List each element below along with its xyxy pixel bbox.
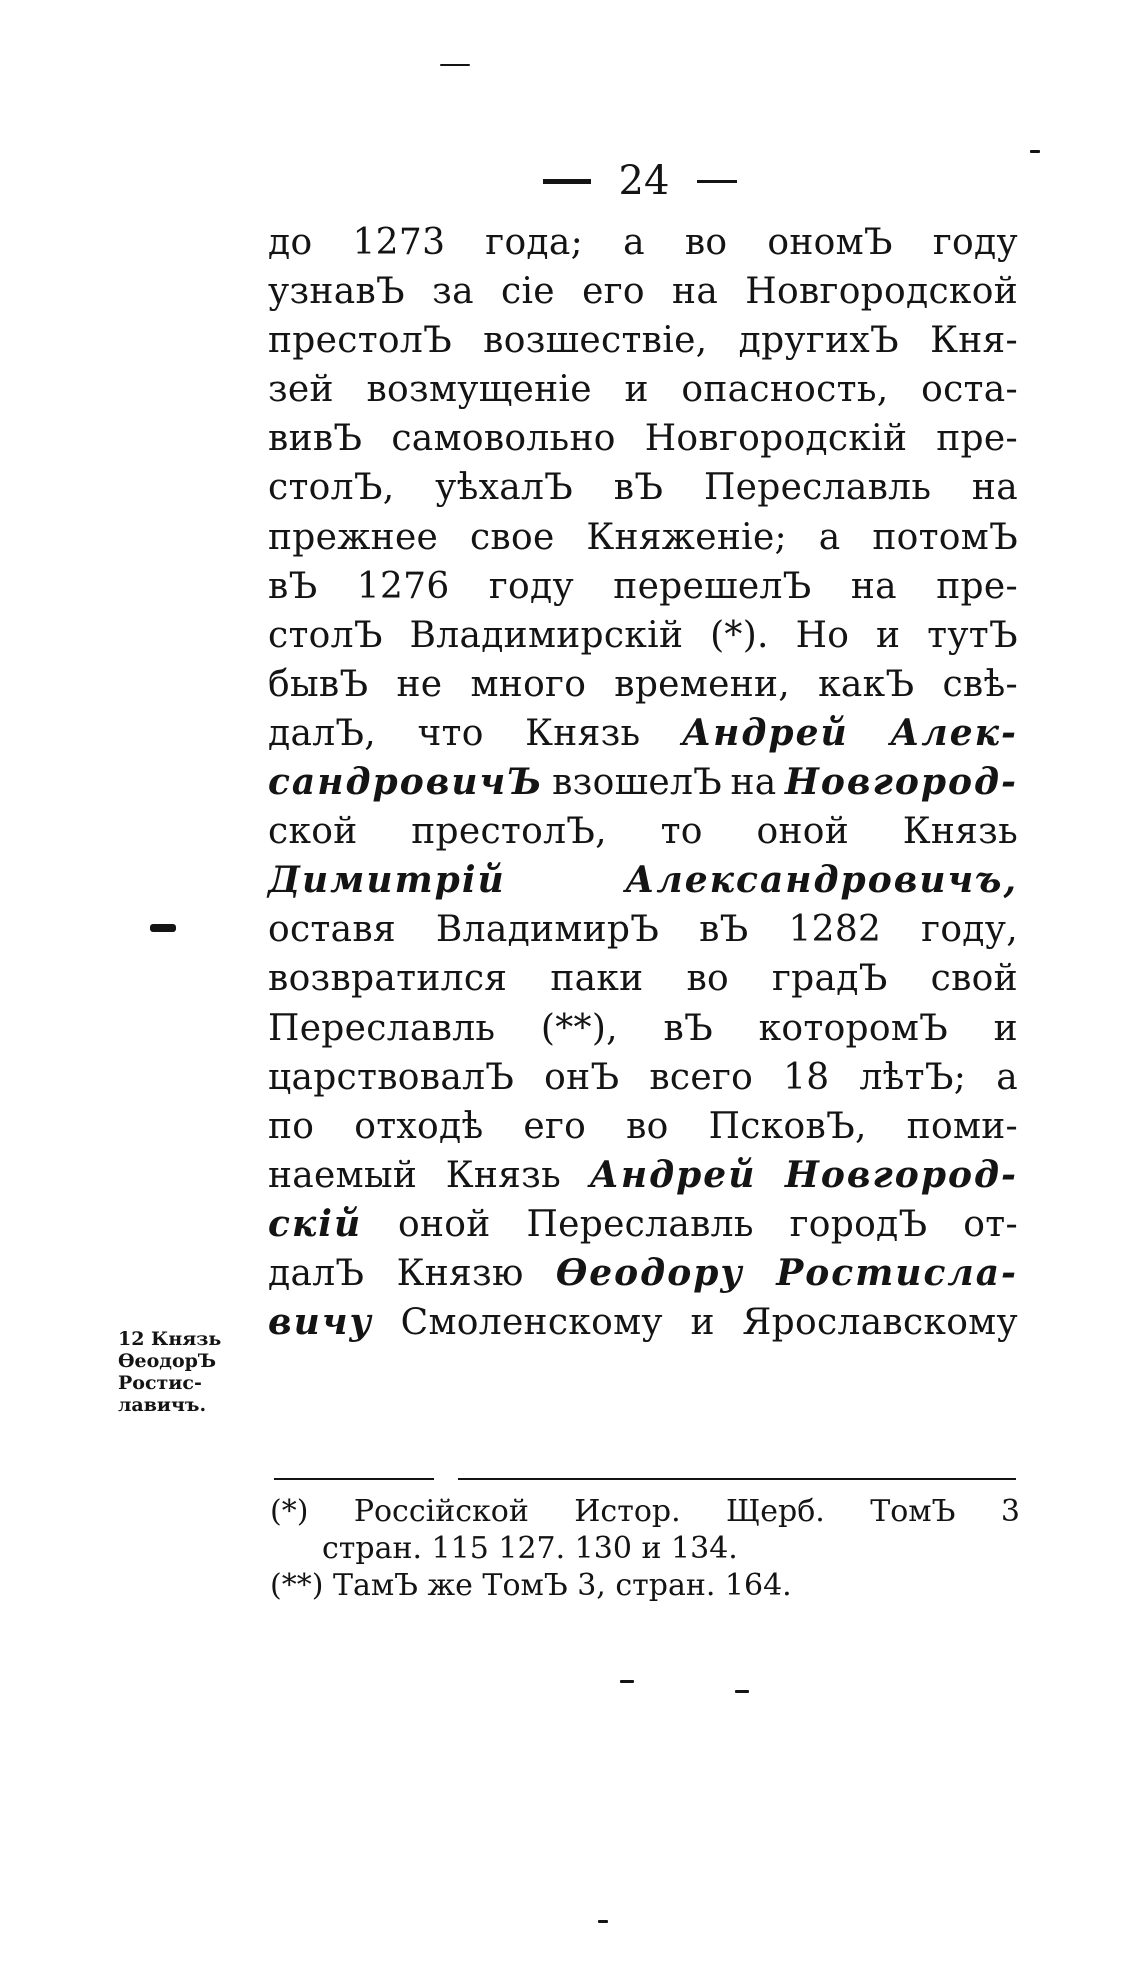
text-word: Княженіе; — [586, 516, 787, 558]
footnote-word: (*) — [270, 1494, 309, 1529]
footnote-2-line-1: (**) ТамЪ же ТомЪ 3, стран. 164. — [270, 1568, 792, 1603]
text-word: вЪ — [613, 467, 664, 509]
text-line — [268, 316, 1018, 365]
footnote-word: 3 — [1000, 1494, 1020, 1529]
page-number-dash-right — [697, 180, 737, 183]
text-word: городЪ — [789, 1203, 928, 1245]
paper-speck — [440, 64, 470, 66]
text-word: и — [876, 614, 901, 656]
text-word: Новгород- — [784, 761, 1018, 804]
text-word: свѣ- — [942, 663, 1018, 705]
text-line — [268, 1200, 1018, 1249]
text-word: и — [690, 1302, 715, 1344]
text-word: его — [523, 1105, 587, 1147]
text-word: оста- — [921, 369, 1018, 411]
text-line — [268, 1298, 1018, 1347]
text-word: во — [626, 1105, 669, 1147]
text-word: ПсковЪ, — [708, 1105, 867, 1147]
text-word: взошелЪ — [552, 762, 723, 804]
text-word: уѣхалЪ — [435, 467, 574, 509]
text-word: по — [268, 1105, 315, 1147]
text-word: на — [850, 565, 897, 607]
text-word: вичу — [268, 1301, 374, 1344]
text-line — [268, 660, 1018, 709]
text-word: вЪ — [699, 909, 749, 951]
footnote-word: ТомЪ — [870, 1494, 956, 1529]
text-word: Князь — [445, 1154, 562, 1196]
text-word: Ярославскому — [742, 1302, 1018, 1344]
text-word: а — [623, 222, 645, 263]
text-word: году, — [921, 909, 1018, 951]
text-word: Димитрій — [268, 859, 506, 902]
text-word: Князь — [525, 712, 641, 754]
text-word: другихЪ — [738, 320, 899, 362]
text-word: столЪ, — [268, 467, 395, 509]
text-word: оставя — [268, 909, 396, 951]
body-text — [268, 218, 1018, 1347]
margin-bullet-mark — [150, 924, 176, 932]
text-word: на — [672, 271, 719, 313]
text-word: на — [730, 762, 777, 804]
text-line — [268, 954, 1018, 1003]
text-word: ономЪ — [767, 222, 893, 263]
text-word: 18 — [783, 1056, 830, 1098]
text-word: пре- — [936, 565, 1018, 607]
text-word: 1273 — [352, 222, 446, 263]
text-word: Владимирскій — [409, 614, 684, 656]
text-word: онЪ — [544, 1056, 620, 1098]
text-line — [268, 414, 1018, 463]
text-word: а — [996, 1056, 1018, 1098]
text-word: и — [993, 1007, 1018, 1049]
text-word: (**), — [540, 1007, 618, 1049]
text-word: зей — [268, 369, 334, 411]
text-word: и — [624, 369, 649, 411]
paper-speck — [735, 1690, 749, 1693]
footnote-1-line-1 — [270, 1493, 1020, 1530]
text-word: его — [582, 271, 645, 313]
text-word: прежнее — [268, 516, 439, 558]
text-line — [268, 1151, 1018, 1200]
text-word: потомЪ — [872, 516, 1018, 558]
text-word: за — [432, 271, 474, 313]
text-word: столЪ — [268, 614, 383, 656]
text-word: лѣтЪ; — [859, 1056, 967, 1098]
text-line — [268, 1053, 1018, 1102]
text-word: которомЪ — [758, 1007, 949, 1049]
text-word: много — [470, 663, 587, 705]
text-word: Новгородской — [745, 271, 1018, 313]
text-word: перешелЪ — [613, 565, 812, 607]
text-word: времени, — [614, 663, 791, 705]
text-word: Князю — [396, 1252, 524, 1294]
text-word: тутЪ — [927, 614, 1018, 656]
text-word: а — [818, 516, 841, 558]
text-word: (*). — [710, 614, 769, 656]
text-word: бывЪ — [268, 663, 369, 705]
text-word: всего — [649, 1056, 754, 1098]
text-word: узнавЪ — [268, 271, 405, 313]
text-line — [268, 1004, 1018, 1053]
text-line — [268, 513, 1018, 562]
sidenote-line: Ростис- — [118, 1372, 202, 1394]
text-word: во — [684, 222, 728, 263]
text-word: года; — [485, 222, 584, 263]
text-word: году — [932, 222, 1018, 263]
margin-sidenote — [118, 1328, 263, 1416]
text-line — [268, 611, 1018, 660]
text-word: возмущеніе — [366, 369, 592, 411]
text-word: вивЪ — [268, 418, 363, 460]
text-word: далЪ, — [268, 712, 377, 754]
text-word: Андрей — [589, 1153, 757, 1196]
text-word: скій — [268, 1202, 363, 1245]
text-word: вЪ — [268, 565, 318, 607]
footnote-rule-short — [274, 1478, 434, 1480]
text-word: Өеодору — [555, 1251, 744, 1294]
text-line — [268, 709, 1018, 758]
text-word: поми- — [906, 1105, 1018, 1147]
text-word: какЪ — [818, 663, 915, 705]
text-line — [268, 856, 1018, 905]
text-word: наемый — [268, 1154, 418, 1196]
text-word: не — [396, 663, 443, 705]
page-number — [515, 155, 765, 207]
text-word: Ростисла- — [776, 1251, 1018, 1294]
text-word: до — [268, 222, 313, 263]
text-word: ВладимирЪ — [435, 909, 660, 951]
text-word: Андрей — [681, 711, 849, 754]
text-line — [268, 758, 1018, 807]
text-word: году — [488, 565, 574, 607]
text-word: оной — [398, 1203, 491, 1245]
footnote-rule-long — [458, 1478, 1016, 1480]
text-word: от- — [963, 1203, 1018, 1245]
text-word: паки — [550, 958, 644, 1000]
text-word: Переславль — [268, 1007, 496, 1049]
footnote-word: Истор. — [574, 1494, 681, 1529]
text-word: Новгород- — [784, 1153, 1018, 1196]
text-word: ской — [268, 811, 358, 853]
text-word: возвратился — [268, 958, 508, 1000]
text-word: далЪ — [268, 1252, 365, 1294]
text-word: возшествіе, — [483, 320, 708, 362]
text-word: Но — [795, 614, 850, 656]
text-word: на — [971, 467, 1018, 509]
paper-speck — [598, 1920, 608, 1923]
text-line — [268, 218, 1018, 267]
text-word: престолЪ — [268, 320, 452, 362]
text-word: 1276 — [356, 565, 450, 607]
text-line — [268, 1249, 1018, 1298]
sidenote-line: ӨеодорЪ — [118, 1350, 217, 1372]
text-word: Александровичъ, — [625, 859, 1018, 902]
text-word: престолЪ, — [411, 811, 607, 853]
text-word: что — [417, 712, 484, 754]
footnote-word: Россійской — [353, 1494, 529, 1529]
text-word: оной — [756, 811, 850, 853]
footnote-1-line-2: стран. 115 127. 130 и 134. — [322, 1531, 738, 1566]
text-word: Кня- — [930, 320, 1018, 362]
text-word: то — [660, 811, 703, 853]
sidenote-line: 12 Князь — [118, 1328, 222, 1350]
sidenote-line: лавичъ. — [118, 1394, 207, 1416]
paper-speck — [1030, 150, 1040, 153]
text-line — [268, 1102, 1018, 1151]
text-line — [268, 905, 1018, 954]
text-line — [268, 365, 1018, 414]
text-line — [268, 463, 1018, 512]
paper-speck — [620, 1680, 634, 1683]
text-word: свое — [469, 516, 555, 558]
text-word: 1282 — [788, 909, 882, 951]
text-word: опасность, — [681, 369, 889, 411]
text-line — [268, 562, 1018, 611]
text-word: отходѣ — [354, 1105, 484, 1147]
text-word: пре- — [936, 418, 1018, 460]
footnotes — [270, 1493, 1020, 1604]
text-word: царствовалЪ — [268, 1056, 515, 1098]
text-word: свой — [930, 958, 1018, 1000]
text-word: Переславль — [526, 1203, 754, 1245]
text-word: Переславль — [703, 467, 932, 509]
page-number-dash-left — [543, 179, 591, 184]
text-line — [268, 267, 1018, 316]
text-word: градЪ — [772, 958, 888, 1000]
text-word: Новгородскій — [644, 418, 908, 460]
text-word: во — [686, 958, 730, 1000]
text-word: Смоленскому — [400, 1302, 663, 1344]
text-word: Алек- — [890, 711, 1018, 754]
footnote-word: Щерб. — [726, 1494, 825, 1529]
text-word: сіе — [501, 271, 555, 313]
page-number-value: 24 — [618, 158, 670, 204]
text-line — [268, 807, 1018, 856]
text-word: самовольно — [391, 418, 616, 460]
text-word: вЪ — [663, 1007, 713, 1049]
text-word: Князь — [902, 811, 1018, 853]
text-word: сандровичЪ — [268, 761, 544, 804]
